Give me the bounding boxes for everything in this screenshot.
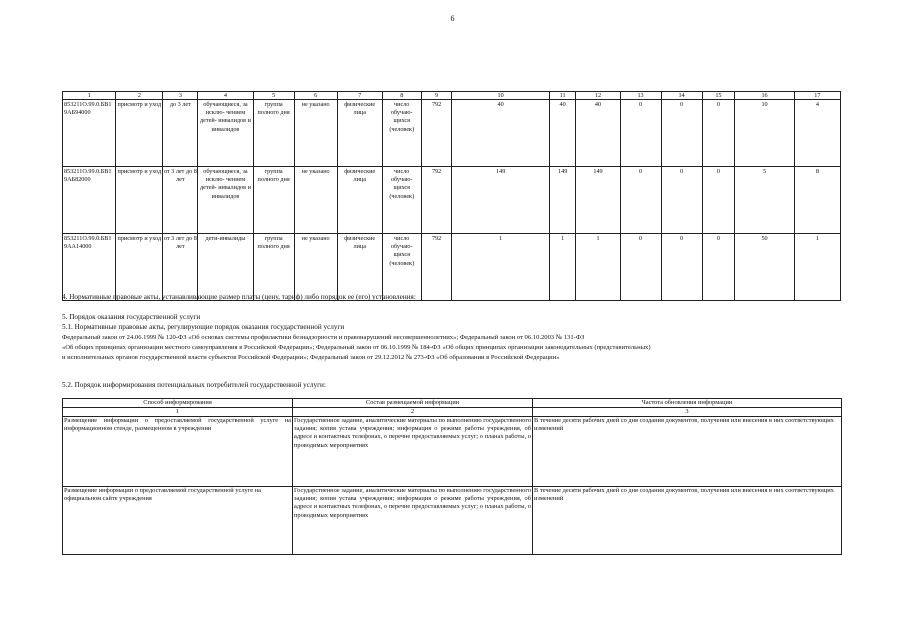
table-cell: группа полного дня — [253, 100, 294, 167]
table-cell: 1 — [576, 234, 620, 301]
table-cell: 0 — [661, 234, 702, 301]
table-cell: число обучаю- щихся (человек) — [382, 100, 421, 167]
table-cell: не указано — [294, 167, 337, 234]
section-5-heading: 5. Порядок оказания государственной услуги — [62, 313, 201, 321]
table-cell: от 3 лет до 8 лет — [163, 234, 198, 301]
section-4-heading: 4. Нормативные правовые акты, устанавливающие размер платы (цену, тариф) либо порядок ее (его) установления: — [62, 293, 416, 301]
column-number: 9 — [421, 92, 452, 100]
column-number: 1 — [63, 92, 116, 100]
column-number: 7 — [337, 92, 382, 100]
table-cell: 40 — [452, 100, 549, 167]
table-cell: присмотр и уход — [116, 234, 163, 301]
column-number: 1 — [63, 408, 293, 417]
table-cell: 1 — [794, 234, 840, 301]
table-cell: обучающиеся, за исклю- чением детей- инвалидов и инвалидов — [198, 100, 253, 167]
column-header: Состав размещаемой информации — [293, 399, 533, 408]
table-cell: физические лица — [337, 167, 382, 234]
column-number: 12 — [576, 92, 620, 100]
table-header-row — [63, 399, 842, 408]
indicators-table — [62, 91, 841, 301]
table-cell: дети-инвалиды — [198, 234, 253, 301]
column-number: 11 — [549, 92, 576, 100]
table-cell: 0 — [620, 100, 661, 167]
page-number: 6 — [450, 14, 455, 23]
column-number: 3 — [533, 408, 842, 417]
column-number: 8 — [382, 92, 421, 100]
table-cell: не указано — [294, 100, 337, 167]
table-cell: 0 — [661, 167, 702, 234]
table-cell: Государственное задание, аналитические материалы по выполнению государственного задания; копия устава учреждения; информация о режиме работы учреждения, об адресе и контактных телефонах, о перечне предоставляемых услуг; о планах работы, о проводимых мероприятиях — [293, 417, 533, 487]
table-cell: присмотр и уход — [116, 167, 163, 234]
table-cell: 149 — [576, 167, 620, 234]
section-5-2-heading: 5.2. Порядок информирования потенциальных потребителей государственной услуги: — [62, 381, 326, 389]
column-number: 6 — [294, 92, 337, 100]
laws-text-line: Федеральный закон от 24.06.1999 № 120-ФЗ «Об основах системы профилактики безнадзорности и правонарушений несовершеннолетних»; Федеральный закон от 06.10.2003 № 131-ФЗ — [62, 334, 585, 341]
table-cell: 792 — [421, 100, 452, 167]
column-number: 5 — [253, 92, 294, 100]
table-cell: 0 — [661, 100, 702, 167]
table-cell: число обучаю- щихся (человек) — [382, 234, 421, 301]
table-row — [63, 417, 842, 487]
table-cell: группа полного дня — [253, 234, 294, 301]
column-number: 17 — [794, 92, 840, 100]
table-cell: 0 — [702, 100, 735, 167]
table-row — [63, 487, 842, 555]
table-cell: присмотр и уход — [116, 100, 163, 167]
table-cell: физические лица — [337, 234, 382, 301]
registry-code-cell: 853211О.99.0.БВ1 9АБ94000 — [63, 100, 116, 167]
table-cell: группа полного дня — [253, 167, 294, 234]
table-row — [63, 167, 841, 234]
column-number: 2 — [293, 408, 533, 417]
table-cell: 4 — [794, 100, 840, 167]
informing-table — [62, 398, 842, 555]
table-cell: Государственное задание, аналитические материалы по выполнению государственного задания; копия устава учреждения; информация о режиме работы учреждения, об адресе и контактных телефонах, о перечне предоставляемых услуг; о планах работы, о проводимых мероприятиях — [293, 487, 533, 555]
column-number: 16 — [735, 92, 794, 100]
laws-text-line: «Об общих принципах организации местного самоуправления в Российской Федерации»; Федеральный закон от 06.10.1999 № 184-ФЗ «Об общих принципах организации законодательных (представительных) — [62, 344, 651, 351]
table-header-row — [63, 92, 841, 100]
table-cell: В течение десяти рабочих дней со дня создания документов, получения или внесения в них соответствующих изменений — [533, 487, 842, 555]
section-5-1-heading: 5.1. Нормативные правовые акты, регулирующие порядок оказания государственной услуги — [62, 323, 345, 331]
column-number: 2 — [116, 92, 163, 100]
table-cell: число обучаю- щихся (человек) — [382, 167, 421, 234]
column-header: Частота обновления информации — [533, 399, 842, 408]
table-cell: Размещение информации о предоставляемой государственной услуге на официальном сайте учреждения — [63, 487, 293, 555]
table-cell: 8 — [794, 167, 840, 234]
table-cell: 0 — [702, 234, 735, 301]
table-cell: 1 — [452, 234, 549, 301]
table-cell: 1 — [549, 234, 576, 301]
table-cell: 40 — [576, 100, 620, 167]
column-number: 10 — [452, 92, 549, 100]
laws-text-line: и исполнительных органов государственной власти субъектов Российской Федерации»; Федеральный закон от 29.12.2012 № 273-ФЗ «Об образовании в Российской Федерации» — [62, 354, 560, 361]
table-cell: Размещение информации о предоставляемой государственной услуге на информационном стенде, размещенном в учреждении — [63, 417, 293, 487]
table-cell: 792 — [421, 234, 452, 301]
registry-code-cell: 853211О.99.0.БВ1 9АБ82000 — [63, 167, 116, 234]
column-number: 3 — [163, 92, 198, 100]
table-cell: 0 — [620, 234, 661, 301]
table-cell: 40 — [549, 100, 576, 167]
column-number: 14 — [661, 92, 702, 100]
table-cell: 792 — [421, 167, 452, 234]
table-cell: 149 — [549, 167, 576, 234]
column-header: Способ информирования — [63, 399, 293, 408]
column-number: 4 — [198, 92, 253, 100]
column-number: 15 — [702, 92, 735, 100]
table-cell: 10 — [735, 100, 794, 167]
table-cell: до 3 лет — [163, 100, 198, 167]
table-cell: 149 — [452, 167, 549, 234]
registry-code-cell: 853211О.99.0.БВ1 9АА14000 — [63, 234, 116, 301]
table-row — [63, 100, 841, 167]
column-number: 13 — [620, 92, 661, 100]
table-cell: В течение десяти рабочих дней со дня создания документов, получения или внесения в них соответствующих изменений — [533, 417, 842, 487]
table-row — [63, 234, 841, 301]
column-number-row — [63, 408, 842, 417]
table-cell: 5 — [735, 167, 794, 234]
table-cell: 50 — [735, 234, 794, 301]
table-cell: от 3 лет до 8 лет — [163, 167, 198, 234]
table-cell: 0 — [702, 167, 735, 234]
table-cell: 0 — [620, 167, 661, 234]
table-cell: не указано — [294, 234, 337, 301]
table-cell: обучающиеся, за исклю- чением детей- инвалидов и инвалидов — [198, 167, 253, 234]
table-cell: физические лица — [337, 100, 382, 167]
